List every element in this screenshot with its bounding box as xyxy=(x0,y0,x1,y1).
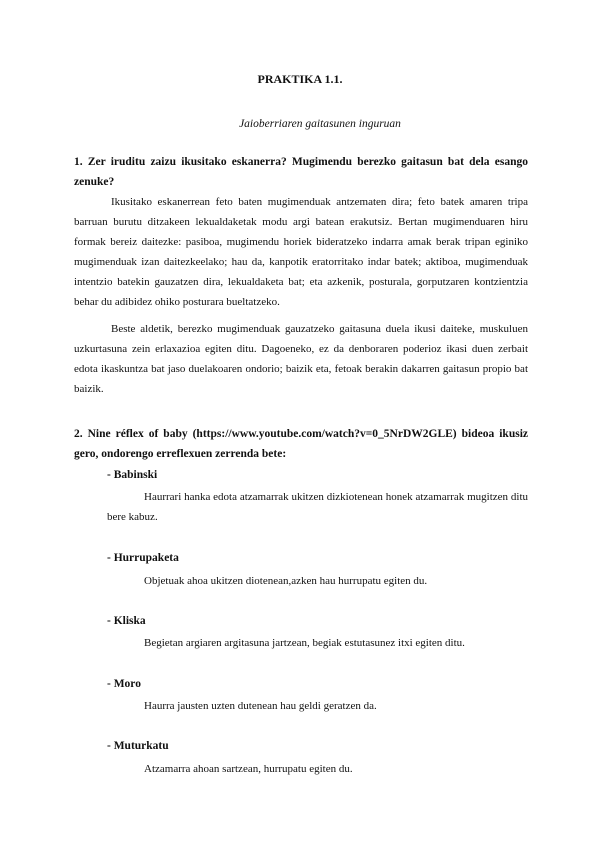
question-1-heading: 1. Zer iruditu zaizu ikusitako eskanerra? Mugimendu berezko gaitasun bat dela esango zenuke? xyxy=(74,156,528,188)
document-subtitle: Jaioberriaren gaitasunen inguruan xyxy=(239,118,401,130)
reflex-label-kliska: - Kliska xyxy=(107,615,146,627)
reflex-text-moro: Haurra jausten uzten dutenean hau geldi geratzen da. xyxy=(144,700,377,712)
document-title: PRAKTIKA 1.1. xyxy=(257,72,343,86)
reflex-text-kliska: Begietan argiaren argitasuna jartzean, begiak estutasunez itxi egiten ditu. xyxy=(144,637,465,649)
reflex-label-hurrupaketa: - Hurrupaketa xyxy=(107,552,179,564)
reflex-text-muturkatu: Atzamarra ahoan sartzean, hurrupatu egiten du. xyxy=(144,763,353,775)
reflex-label-muturkatu: - Muturkatu xyxy=(107,740,169,752)
question-2-heading: 2. Nine réflex of baby (https://www.youtube.com/watch?v=0_5NrDW2GLE) bideoa ikusiz gero, ondorengo erreflexuen zerrenda bete: xyxy=(74,428,528,460)
reflex-text-hurrupaketa: Objetuak ahoa ukitzen diotenean,azken hau hurrupatu egiten du. xyxy=(144,575,428,587)
reflex-label-babinski: - Babinski xyxy=(107,469,158,481)
question-1-paragraph-1: Ikusitako eskanerrean feto baten mugimenduak antzematen dira; feto batek amaren tripa barruan burutu ditzakeen lekualdaketak modu argi batean erakutsiz. Bertan mugimenduaren hiru formak bereiz daitezke: pasiboa, mugimendu horiek bideratzeko indarra amak berak tripan eginiko mugimenduak izan daitezkeelako; hau da, kanpotik eratorritako indar batek; aktiboa, mugimenduak intentzio batekin gauzatzen dira, lekualdaketa bat; eta azkenik, posturala, gorputzaren kontzientzia behar du adibidez ohiko posturara bueltatzeko. xyxy=(74,196,528,308)
reflex-label-moro: - Moro xyxy=(107,678,141,690)
question-1-paragraph-2: Beste aldetik, berezko mugimenduak gauzatzeko gaitasuna duela ikusi daiteke, muskuluen uzkurtasuna zein erlaxazioa egiten ditu. Dagoeneko, ez da denboraren poderioz ikasi duen zerbait edota ikaskuntza bat jaso duelakoaren ondorio; baizik eta, fetoak berakin dakarren gaitasun propio bat baizik. xyxy=(74,323,528,395)
reflex-text-babinski: Haurrari hanka edota atzamarrak ukitzen dizkiotenean honek atzamarrak mugitzen ditu bere kabuz. xyxy=(107,491,528,523)
